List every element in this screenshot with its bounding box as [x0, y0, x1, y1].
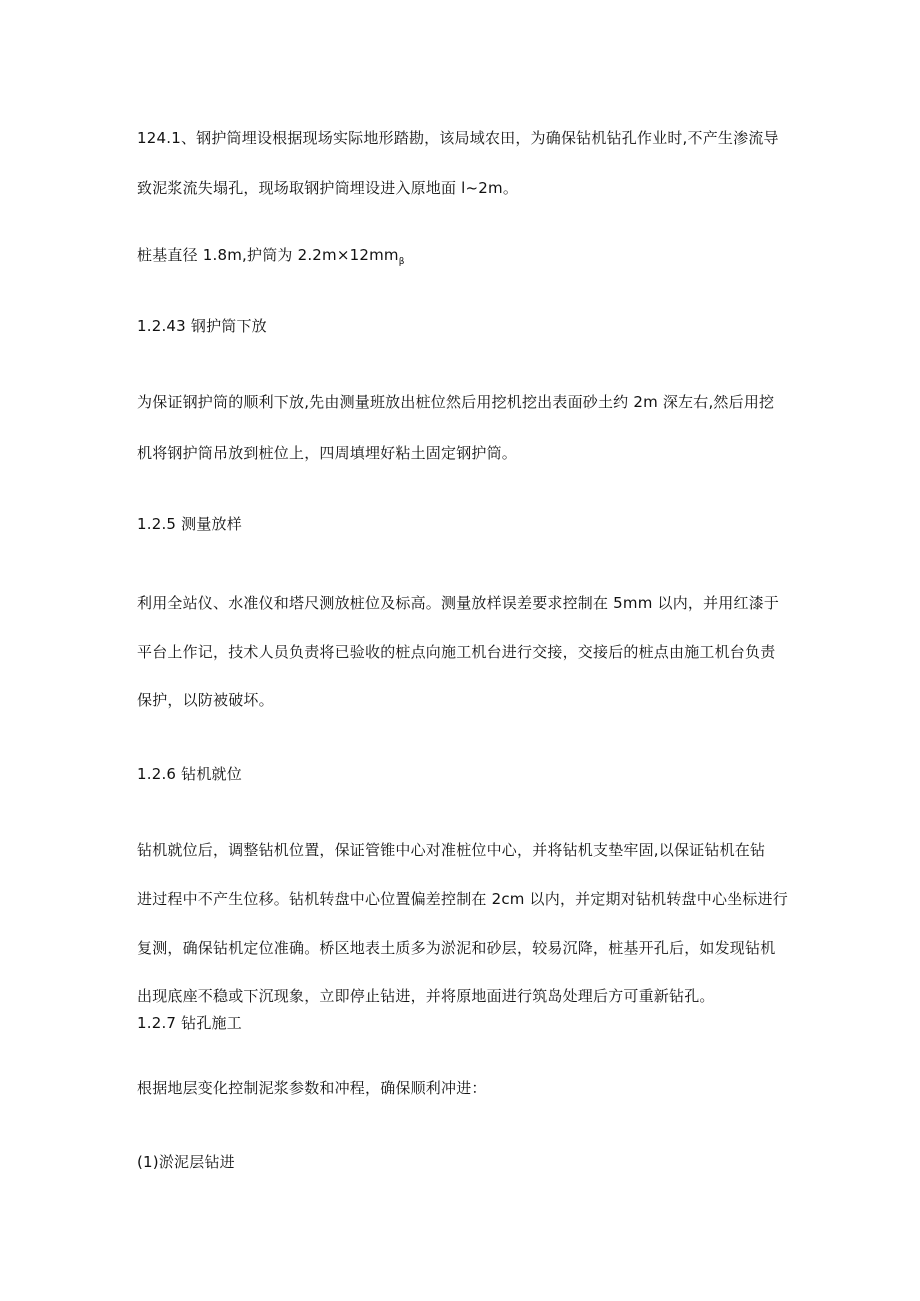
pile-diameter-subscript: β: [398, 257, 405, 267]
pile-diameter-text: 桩基直径 1.8m,护筒为 2.2m×12mm: [137, 246, 399, 264]
paragraph-survey-line-3: 保护，以防被破坏。: [137, 691, 274, 709]
paragraph-casing-burial-line-2: 致泥浆流失塌孔，现场取钢护筒埋设进入原地面 l~2m。: [137, 179, 519, 197]
paragraph-rig-positioning-line-2: 进过程中不产生位移。钻机转盘中心位置偏差控制在 2cm 以内，并定期对钻机转盘中心坐标进行: [137, 890, 788, 908]
section-heading-1-2-43: 1.2.43 钢护筒下放: [137, 317, 267, 335]
paragraph-rig-positioning-line-1: 钻机就位后，调整钻机位置，保证管锥中心对准桩位中心，并将钻机支垫牢固,以保证钻机在钻: [137, 841, 766, 859]
section-heading-1-2-5: 1.2.5 测量放样: [137, 515, 242, 533]
paragraph-drilling-intro: 根据地层变化控制泥浆参数和冲程，确保顺利冲进：: [137, 1079, 487, 1097]
paragraph-rig-positioning-line-3: 复测，确保钻机定位准确。桥区地表土质多为淤泥和砂层，较易沉降，桩基开孔后，如发现钻机: [137, 939, 776, 957]
section-heading-1-2-7: 1.2.7 钻孔施工: [137, 1014, 242, 1032]
paragraph-casing-lowering-line-1: 为保证钢护筒的顺利下放,先由测量班放出桩位然后用挖机挖出表面砂土约 2m 深左右,然后用挖: [137, 393, 775, 411]
paragraph-casing-lowering-line-2: 机将钢护筒吊放到桩位上，四周填埋好粘土固定钢护筒。: [137, 444, 518, 462]
paragraph-pile-diameter: [137, 245, 405, 272]
section-heading-1-2-6: 1.2.6 钻机就位: [137, 765, 242, 783]
paragraph-survey-line-2: 平台上作记，技术人员负责将已验收的桩点向施工机台进行交接，交接后的桩点由施工机台负责: [137, 643, 776, 661]
paragraph-casing-burial-line-1: 124.1、钢护筒埋设根据现场实际地形踏勘，该局域农田，为确保钻机钻孔作业时,不产生渗流导: [137, 129, 779, 147]
paragraph-survey-line-1: 利用全站仪、水准仪和塔尺测放桩位及标高。测量放样误差要求控制在 5mm 以内，并用红漆于: [137, 594, 780, 612]
paragraph-rig-positioning-line-4: 出现底座不稳或下沉现象，立即停止钻进，并将原地面进行筑岛处理后方可重新钻孔。: [137, 987, 715, 1005]
subheading-silt-layer-drilling: (1)淤泥层钻进: [137, 1153, 235, 1171]
